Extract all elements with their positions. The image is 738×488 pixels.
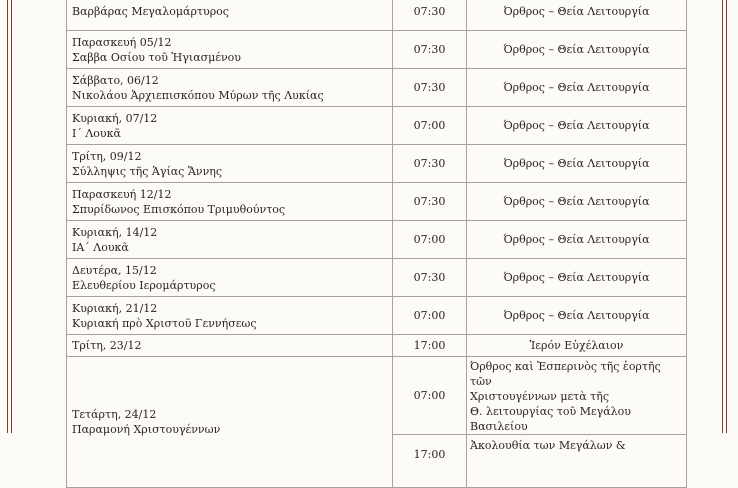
service-line: Χριστουγέννων μετὰ τῆς (470, 390, 610, 403)
table-row (67, 107, 687, 145)
service-line: Βασιλείου (470, 420, 528, 433)
table-row (67, 259, 687, 297)
table-row (67, 69, 687, 107)
date-text: Παρασκευή 12/12 (72, 187, 172, 201)
feast-text: Ελευθερίου Ιερομάρτυρος (72, 278, 216, 292)
time-cell: 07:00 (393, 221, 467, 259)
feast-text: Ι΄ Λουκᾶ (72, 126, 121, 140)
time-cell: 17:00 (393, 435, 467, 488)
day-cell (67, 335, 393, 357)
table-row (67, 183, 687, 221)
table-row (67, 335, 687, 357)
date-text: Κυριακή, 21/12 (72, 301, 158, 315)
day-cell (67, 183, 393, 221)
table-row (67, 221, 687, 259)
service-line: Όρθρος καὶ Ἑσπερινὸς τῆς ἑορτῆς τῶν (470, 360, 661, 388)
service-cell: Όρθρος – Θεία Λειτουργία (467, 259, 687, 297)
feast-text: Βαρβάρας Μεγαλομάρτυρος (72, 5, 229, 18)
time-cell: 07:00 (393, 107, 467, 145)
table-row (67, 357, 687, 435)
day-cell (67, 69, 393, 107)
time-cell: 17:00 (393, 335, 467, 357)
day-cell (67, 107, 393, 145)
time-cell: 07:00 (393, 297, 467, 335)
feast-text: Νικολάου Ἀρχιεπισκόπου Μύρων τῆς Λυκίας (72, 88, 324, 102)
day-cell (67, 259, 393, 297)
feast-text: Σαββα Οσίου τοῦ Ἡγιασμένου (72, 50, 241, 64)
time-cell: 07:30 (393, 145, 467, 183)
feast-text: Σύλληψις τῆς Ἁγίας Ἄννης (72, 164, 223, 178)
day-cell (67, 31, 393, 69)
feast-text: Σπυρίδωνος Επισκόπου Τριμυθούντος (72, 202, 286, 216)
date-text: Κυριακή, 14/12 (72, 225, 158, 239)
feast-text: Κυριακή πρὸ Χριστοῦ Γεννήσεως (72, 316, 257, 330)
day-cell (67, 145, 393, 183)
time-cell: 07:30 (393, 31, 467, 69)
date-text: Δευτέρα, 15/12 (72, 263, 157, 277)
table-row (67, 297, 687, 335)
time-cell: 07:30 (393, 69, 467, 107)
date-text: Τρίτη, 23/12 (72, 339, 142, 352)
day-cell (67, 221, 393, 259)
date-text: Παρασκευή 05/12 (72, 35, 172, 49)
service-cell: Όρθρος – Θεία Λειτουργία (467, 145, 687, 183)
date-text: Κυριακή, 07/12 (72, 111, 158, 125)
page-border-right (722, 0, 723, 433)
page-border-right-inner (726, 0, 727, 433)
service-line: Θ. λειτουργίας τοῦ Μεγάλου (470, 405, 631, 418)
day-cell (67, 357, 393, 488)
day-cell (67, 297, 393, 335)
date-text: Τετάρτη, 24/12 (72, 408, 157, 421)
table-row (67, 31, 687, 69)
time-cell: 07:30 (393, 259, 467, 297)
service-cell: Όρθρος – Θεία Λειτουργία (467, 221, 687, 259)
page-border-left (7, 0, 8, 433)
feast-text: ΙΑ΄ Λουκᾶ (72, 240, 129, 254)
service-cell (467, 435, 687, 488)
service-cell: Όρθρος – Θεία Λειτουργία (467, 297, 687, 335)
service-cell: Όρθρος – Θεία Λειτουργία (467, 0, 687, 31)
feast-text: Παραμονή Χριστουγέννων (72, 423, 221, 436)
time-cell: 07:30 (393, 183, 467, 221)
time-cell: 07:30 (393, 0, 467, 31)
service-cell: Ἱερόν Εὐχέλαιον (467, 335, 687, 357)
date-text: Τρίτη, 09/12 (72, 149, 142, 163)
service-cell: Όρθρος – Θεία Λειτουργία (467, 69, 687, 107)
table-row (67, 0, 687, 31)
service-cell: Όρθρος – Θεία Λειτουργία (467, 31, 687, 69)
day-cell (67, 0, 393, 31)
liturgical-schedule-table (66, 0, 687, 488)
service-cell: Όρθρος – Θεία Λειτουργία (467, 183, 687, 221)
page-border-left-inner (11, 0, 12, 433)
service-cell (467, 357, 687, 435)
date-text: Σάββατο, 06/12 (72, 73, 159, 87)
service-cell: Όρθρος – Θεία Λειτουργία (467, 107, 687, 145)
service-line: Ἀκολουθία των Μεγάλων & (470, 439, 626, 452)
time-cell: 07:00 (393, 357, 467, 435)
table-row (67, 145, 687, 183)
